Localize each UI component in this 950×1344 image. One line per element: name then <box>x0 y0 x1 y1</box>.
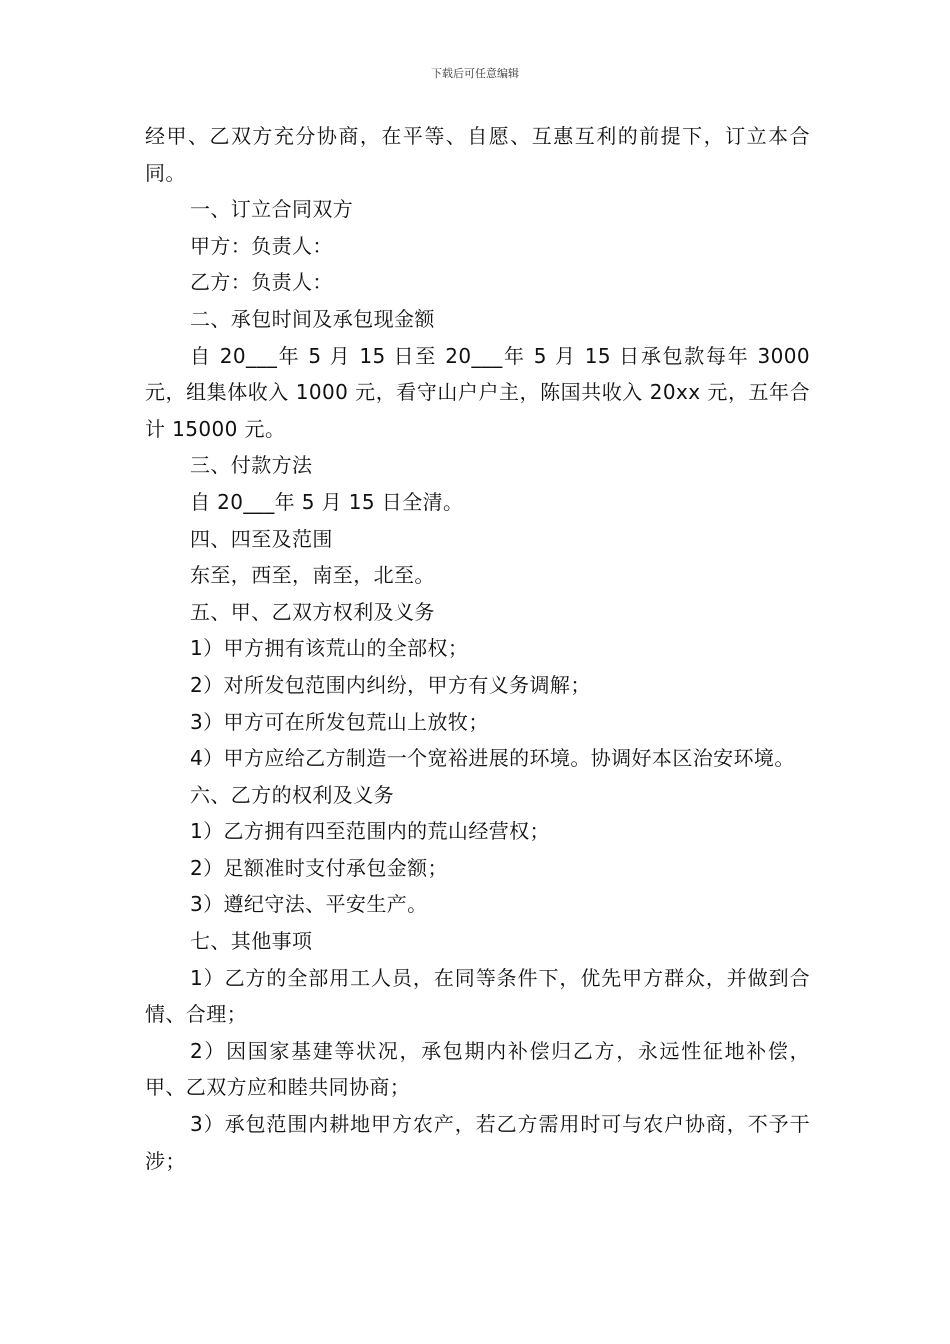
document-body <box>145 118 817 1179</box>
section-heading-3: 三、付款方法 <box>190 453 313 478</box>
list-item: 3）遵纪守法、平安生产。 <box>190 892 428 917</box>
section-heading-5: 五、甲、乙双方权利及义务 <box>190 599 435 624</box>
list-item: 2）因国家基建等状况，承包期内补偿归乙方，永远性征地补偿，甲、乙双方应和睦共同协商； <box>145 1038 810 1100</box>
payment-paragraph: 自 20___年 5 月 15 日全清。 <box>190 489 464 514</box>
section-heading-1: 一、订立合同双方 <box>190 197 354 222</box>
section-heading-2: 二、承包时间及承包现金额 <box>190 306 435 331</box>
list-item: 3）承包范围内耕地甲方农产，若乙方需用时可与农户协商，不予干涉； <box>145 1112 810 1173</box>
section-heading-4: 四、四至及范围 <box>190 526 333 551</box>
intro-paragraph: 经甲、乙双方充分协商，在平等、自愿、互惠互利的前提下，订立本合同。 <box>145 124 810 185</box>
list-item: 1）甲方拥有该荒山的全部权； <box>190 636 469 661</box>
list-item: 1）乙方的全部用工人员，在同等条件下，优先甲方群众，并做到合情、合理； <box>145 965 810 1027</box>
party-b-line: 乙方：负责人： <box>190 270 333 295</box>
page-header-note: 下载后可任意编辑 <box>431 67 519 80</box>
boundaries-paragraph: 东至，西至，南至，北至。 <box>190 563 435 588</box>
contract-term-paragraph: 自 20___年 5 月 15 日至 20___年 5 月 15 日承包款每年 3000 元，组集体收入 1000 元，看守山户户主，陈国共收入 20xx 元，五年合计 15000 元。 <box>145 343 817 441</box>
party-a-line: 甲方：负责人： <box>190 233 333 258</box>
list-item: 1）乙方拥有四至范围内的荒山经营权； <box>190 819 550 844</box>
list-item: 2）对所发包范围内纠纷，甲方有义务调解； <box>190 672 591 697</box>
list-item: 4）甲方应给乙方制造一个宽裕进展的环境。协调好本区治安环境。 <box>190 746 795 771</box>
section-heading-7: 七、其他事项 <box>190 929 313 954</box>
list-item: 2）足额准时支付承包金额； <box>190 855 448 880</box>
list-item: 3）甲方可在所发包荒山上放牧； <box>190 709 489 734</box>
section-heading-6: 六、乙方的权利及义务 <box>190 782 394 807</box>
